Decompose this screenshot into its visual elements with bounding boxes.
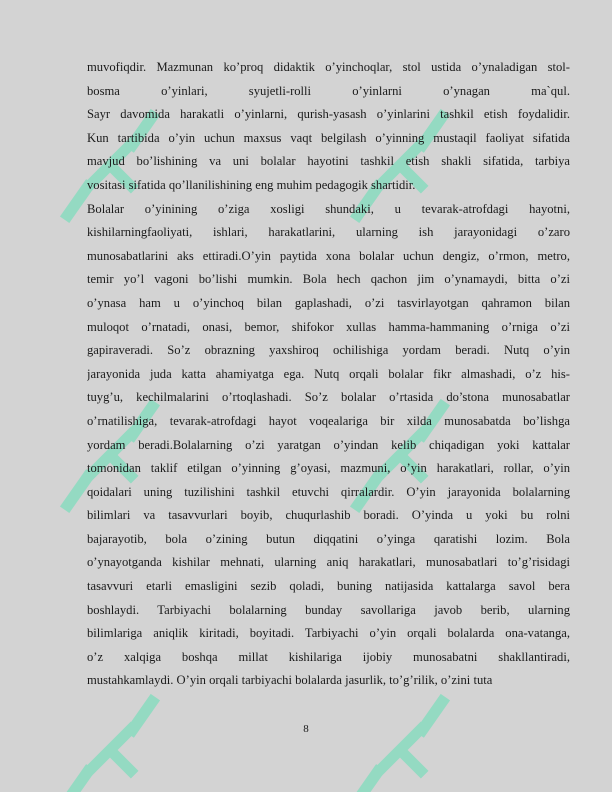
text-line: muvofiqdir. Mazmunan ko’proq didaktik o’yinchoqlar, stol ustida o’ynaladigan stol- bbox=[87, 60, 570, 74]
text-line: tuyg’u, kechilmalarini o’rtoqlashadi. So’z bolalar o’rtasida do’stona munosabatlar bbox=[87, 390, 570, 405]
text-line: yordam beradi.Bolalarning o’zi yaratgan o’yindan kelib chiqadigan yoki kattalar bbox=[87, 437, 570, 452]
text-line: bilimlari va tasavvurlari boyib, chuqurlashib boradi. O’yinda u yoki bu rolni bbox=[87, 508, 570, 523]
text-line: jarayonida juda katta ahamiyatga ega. Nutq orqali bolalar fikr almashadi, o’z his- bbox=[87, 366, 570, 381]
text-line: temir yo’l vagoni bo’lishi mumkin. Bola hech qachon jim o’ynamaydi, bitta o’zi bbox=[87, 272, 570, 287]
text-line: kishilarningfaoliyati, ishlari, harakatlarini, ularning ish jarayonidagi o’zaro bbox=[87, 225, 570, 240]
text-line: tasavvuri etarli emasligini sezib qoladi, buning natijasida kattalarga savol bera bbox=[87, 579, 570, 594]
text-line: o’z xalqiga boshqa millat kishilariga ijobiy munosabatni shakllantiradi, bbox=[87, 649, 570, 664]
text-line: mavjud bo’lishining va uni bolalar hayotini tashkil etish shakli sifatida, tarbiya bbox=[87, 154, 570, 169]
text-line: muloqot o’rnatadi, onasi, bemor, shifokor xullas hamma-hammaning o’rniga o’zi bbox=[87, 319, 570, 334]
text-line: bilimlariga aniqlik kiritadi, boyitadi. Tarbiyachi o’yin orqali bolalarda ona-vatanga, bbox=[87, 626, 570, 641]
text-line: bosma o’yinlari, syujetli-rolli o’yinlarni o’ynagan ma`qul. bbox=[87, 83, 570, 98]
text-line: bajarayotib, bola o’zining butun diqqatini o’yinga qaratishi lozim. Bola bbox=[87, 531, 570, 546]
text-line: Kun tartibida o’yin uchun maxsus vaqt belgilash o’yinning mustaqil faoliyat sifatida bbox=[87, 130, 570, 145]
text-line: munosabatlarini aks ettiradi.O’yin paytida xona bolalar uchun dengiz, o’rmon, metro, bbox=[87, 248, 570, 263]
text-line: mustahkamlaydi. O’yin orqali tarbiyachi bolalarda jasurlik, to’g’rilik, o’zini tuta bbox=[87, 673, 493, 688]
text-line: vositasi sifatida qo’llanilishining eng muhim pedagogik shartidir. bbox=[87, 177, 416, 192]
text-line: qoidalari uning tuzilishini tashkil etuvchi qirralardir. O’yin jarayonida bolalarning bbox=[87, 484, 570, 499]
text-line: boshlaydi. Tarbiyachi bolalarning bunday savollariga javob berib, ularning bbox=[87, 602, 570, 617]
text-line: o’ynayotganda kishilar mehnati, ularning aniq harakatlari, munosabatlari to’g’risidagi bbox=[87, 555, 570, 570]
text-line: gapiraveradi. So’z obrazning yaxshiroq ochilishiga yordam beradi. Nutq o’yin bbox=[87, 343, 570, 358]
text-line: o’ynasa ham u o’yinchoq bilan gaplashadi, o’zi tasvirlayotgan qahramon bilan bbox=[87, 295, 570, 310]
text-line: o’rnatilishiga, tevarak-atrofdagi hayot voqealariga bir xilda munosabatda bo’lishga bbox=[87, 413, 570, 428]
body-text bbox=[87, 56, 570, 693]
text-line: Bolalar o’yinining o’ziga xosligi shundaki, u tevarak-atrofdagi hayotni, bbox=[87, 201, 570, 216]
page-number: 8 bbox=[303, 723, 309, 735]
text-line: Sayr davomida harakatli o’yinlarni, qurish-yasash o’yinlarini tashkil etish foydalidir. bbox=[87, 107, 570, 122]
text-line: tomonidan taklif etilgan o’yinning g’oyasi, mazmuni, o’yin harakatlari, rollar, o’yin bbox=[87, 461, 570, 476]
